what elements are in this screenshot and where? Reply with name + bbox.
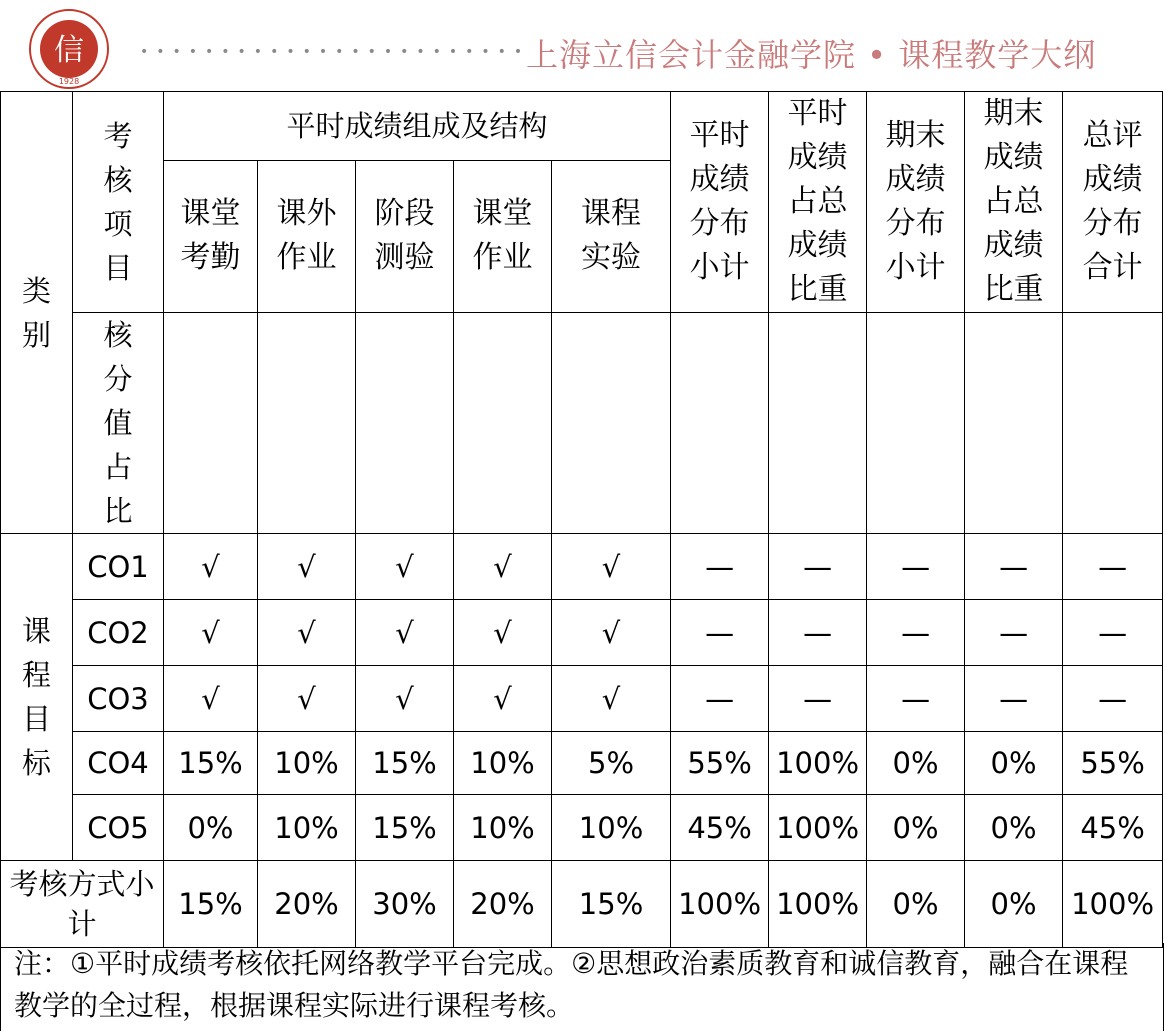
table-cell: — <box>867 666 965 732</box>
table-cell <box>769 313 867 534</box>
table-cell: √ <box>164 666 258 732</box>
table-cell: — <box>965 666 1063 732</box>
table-cell: 100% <box>671 861 769 948</box>
table-cell: √ <box>164 600 258 666</box>
table-cell: 10% <box>454 795 552 861</box>
table-cell: — <box>671 534 769 600</box>
table-cell: 0% <box>867 861 965 948</box>
table-cell: — <box>769 666 867 732</box>
table-cell: 20% <box>258 861 356 948</box>
item-header: 考核项目 <box>73 92 164 313</box>
component-header: 阶段测验 <box>356 160 454 312</box>
row-label: CO1 <box>73 534 164 600</box>
table-cell <box>867 313 965 534</box>
table-cell: √ <box>356 534 454 600</box>
table-cell <box>258 313 356 534</box>
table-cell: — <box>867 600 965 666</box>
table-cell: 10% <box>552 795 671 861</box>
table-cell: 0% <box>164 795 258 861</box>
table-row <box>1 795 1163 861</box>
header-dots: •••••••••••••••••••••••• <box>140 44 531 60</box>
page-header <box>0 0 1165 90</box>
group-header: 平时成绩组成及结构 <box>164 92 671 161</box>
table-cell: √ <box>356 666 454 732</box>
table-cell: 45% <box>1063 795 1163 861</box>
table-cell: √ <box>454 534 552 600</box>
table-cell: 0% <box>965 732 1063 795</box>
table-row <box>1 666 1163 732</box>
component-header: 课外作业 <box>258 160 356 312</box>
table-cell: 55% <box>671 732 769 795</box>
table-cell: √ <box>552 666 671 732</box>
table-cell: — <box>671 666 769 732</box>
weight-row-label: 核分值占比 <box>73 313 164 534</box>
table-cell: √ <box>454 666 552 732</box>
table-cell: — <box>1063 666 1163 732</box>
svg-text:1928: 1928 <box>58 77 80 86</box>
table-row <box>1 534 1163 600</box>
table-cell: 0% <box>867 795 965 861</box>
svg-text:信: 信 <box>54 33 84 68</box>
table-cell: 100% <box>769 861 867 948</box>
summary-header: 总评成绩分布合计 <box>1063 92 1163 313</box>
table-cell <box>1063 313 1163 534</box>
table-note: 注：①平时成绩考核依托网络教学平台完成。②思想政治素质教育和诚信教育，融合在课程教学的全过程，根据课程实际进行课程考核。 <box>14 947 1129 1022</box>
table-cell: 55% <box>1063 732 1163 795</box>
table-cell: 15% <box>356 732 454 795</box>
table-row <box>1 861 1163 948</box>
table-cell: √ <box>356 600 454 666</box>
row-label: CO4 <box>73 732 164 795</box>
table-cell: — <box>965 600 1063 666</box>
table-cell: 20% <box>454 861 552 948</box>
table-cell: — <box>867 534 965 600</box>
table-cell: √ <box>552 600 671 666</box>
component-header: 课程实验 <box>552 160 671 312</box>
table-cell <box>965 313 1063 534</box>
component-header: 课堂作业 <box>454 160 552 312</box>
table-cell: — <box>1063 600 1163 666</box>
table-cell: 100% <box>1063 861 1163 948</box>
assessment-table <box>0 91 1163 948</box>
table-cell <box>454 313 552 534</box>
table-cell: 100% <box>769 732 867 795</box>
table-cell: — <box>671 600 769 666</box>
table-cell: √ <box>258 666 356 732</box>
school-seal-logo <box>14 8 124 90</box>
goals-label: 课程目标 <box>1 534 73 861</box>
table-cell: √ <box>164 534 258 600</box>
table-cell: 15% <box>164 732 258 795</box>
table-cell: 0% <box>867 732 965 795</box>
table-cell <box>356 313 454 534</box>
row-label: CO2 <box>73 600 164 666</box>
table-cell: 15% <box>164 861 258 948</box>
category-header: 类别 <box>1 92 73 534</box>
subtotal-label: 考核方式小计 <box>1 861 164 948</box>
table-cell: √ <box>454 600 552 666</box>
table-cell: 15% <box>552 861 671 948</box>
summary-header: 平时成绩分布小计 <box>671 92 769 313</box>
header-title: 上海立信会计金融学院 • 课程教学大纲 <box>526 36 1097 74</box>
table-cell: — <box>769 534 867 600</box>
table-cell <box>164 313 258 534</box>
table-cell: 0% <box>965 861 1063 948</box>
table-cell: √ <box>552 534 671 600</box>
table-cell <box>552 313 671 534</box>
table-cell: 0% <box>965 795 1063 861</box>
table-cell: √ <box>258 600 356 666</box>
table-cell: — <box>769 600 867 666</box>
table-cell: 5% <box>552 732 671 795</box>
component-header: 课堂考勤 <box>164 160 258 312</box>
table-cell: — <box>1063 534 1163 600</box>
summary-header: 期末成绩分布小计 <box>867 92 965 313</box>
table-cell: 30% <box>356 861 454 948</box>
summary-header: 平时成绩占总成绩比重 <box>769 92 867 313</box>
table-cell: — <box>965 534 1063 600</box>
table-cell: √ <box>258 534 356 600</box>
table-row <box>1 600 1163 666</box>
table-cell: 10% <box>258 732 356 795</box>
table-cell: 100% <box>769 795 867 861</box>
table-cell: 10% <box>258 795 356 861</box>
table-cell: 15% <box>356 795 454 861</box>
table-cell: 45% <box>671 795 769 861</box>
table-cell <box>671 313 769 534</box>
summary-header: 期末成绩占总成绩比重 <box>965 92 1063 313</box>
table-row <box>1 732 1163 795</box>
row-label: CO5 <box>73 795 164 861</box>
table-cell: 10% <box>454 732 552 795</box>
row-label: CO3 <box>73 666 164 732</box>
